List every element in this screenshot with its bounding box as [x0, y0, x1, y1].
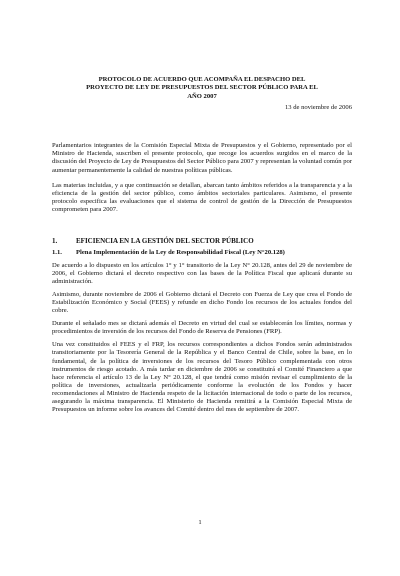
- title-line: PROYECTO DE LEY DE PRESUPUESTOS DEL SECTOR PÚBLICO PARA EL: [86, 84, 318, 92]
- title-line: AÑO 2007: [187, 92, 217, 100]
- intro-paragraph: Las materias incluidas, y a que continuación se detallan, abarcan tanto ámbitos referidos a la transparencia y a la eficiencia de la gestión del sector público, como ámbitos sectoriales particulares. Asimismo, el presente protocolo especifica las evaluaciones que el sistema de control de gestión de la Dirección de Presupuestos comprometen para 2007.: [52, 181, 352, 213]
- section-number: 1.: [52, 236, 58, 245]
- subsection-title: Plena Implementación de la Ley de Responsabilidad Fiscal (Ley N°20.128): [76, 249, 285, 257]
- body-paragraph: Asimismo, durante noviembre de 2006 el Gobierno dictará el Decreto con Fuerza de Ley que crea el Fondo de Estabilización Económico y Social (FEES) y refunde en dicho Fondo los recursos de los actuales fondos del cobre.: [52, 290, 352, 315]
- intro-paragraph: Parlamentarios integrantes de la Comisión Especial Mixta de Presupuestos y el Gobierno, representado por el Ministro de Hacienda, suscriben el presente protocolo, que recoge los acuerdos surgidos en el marco de la discusión del Proyecto de Ley de Presupuestos del Sector Público para 2007 y representan la voluntad común por aumentar permanentemente la calidad de nuestras políticas públicas.: [52, 142, 352, 174]
- section-title: EFICIENCIA EN LA GESTIÓN DEL SECTOR PÚBLICO: [76, 236, 254, 245]
- subsection-heading: [52, 249, 352, 257]
- subsection-number: 1.1.: [52, 249, 62, 257]
- page-number: 1: [198, 519, 202, 526]
- document-date: 13 de noviembre de 2006: [284, 104, 352, 112]
- body-paragraph: Durante el señalado mes se dictará además el Decreto en virtud del cual se establecerán los límites, normas y procedimientos de inversión de los recursos del Fondo de Reserva de Pensiones (FRP).: [52, 320, 352, 336]
- document-title: [52, 76, 352, 101]
- body-paragraph: Una vez constituidos el FEES y el FRP, los recursos correspondientes a dichos Fondos serán administrados transitoriamente por la Tesorería General de la República y el Banco Central de Chile, sobre la base, en lo fundamental, de la política de inversiones de los recursos del Tesoro Público complementada con otros instrumentos de riesgo acotado. A más tardar en diciembre de 2006 se constituirá el Comité Financiero a que hace referencia el artículo 13 de la Ley N° 20.128, el que tendrá como misión revisar el cumplimiento de la política de inversiones, actualizarla periódicamente conforme la evolución de los Fondos y hacer recomendaciones al Ministro de Hacienda respeto de la licitación internacional de todo o parte de los recursos, asegurando la máxima transparencia. El Ministerio de Hacienda remitirá a la Comisión Especial Mixta de Presupuestos un informe sobre los avances del Comité dentro del mes de septiembre de 2007.: [52, 341, 352, 414]
- body-paragraph: De acuerdo a lo dispuesto en los artículos 1° y 1° transitorio de la Ley N° 20.128, antes del 29 de noviembre de 2006, el Gobierno dictará el decreto respectivo con las bases de la Política Fiscal que aplicará durante su administración.: [52, 261, 352, 285]
- title-line: PROTOCOLO DE ACUERDO QUE ACOMPAÑA EL DESPACHO DEL: [98, 76, 306, 83]
- section-heading: [52, 237, 352, 246]
